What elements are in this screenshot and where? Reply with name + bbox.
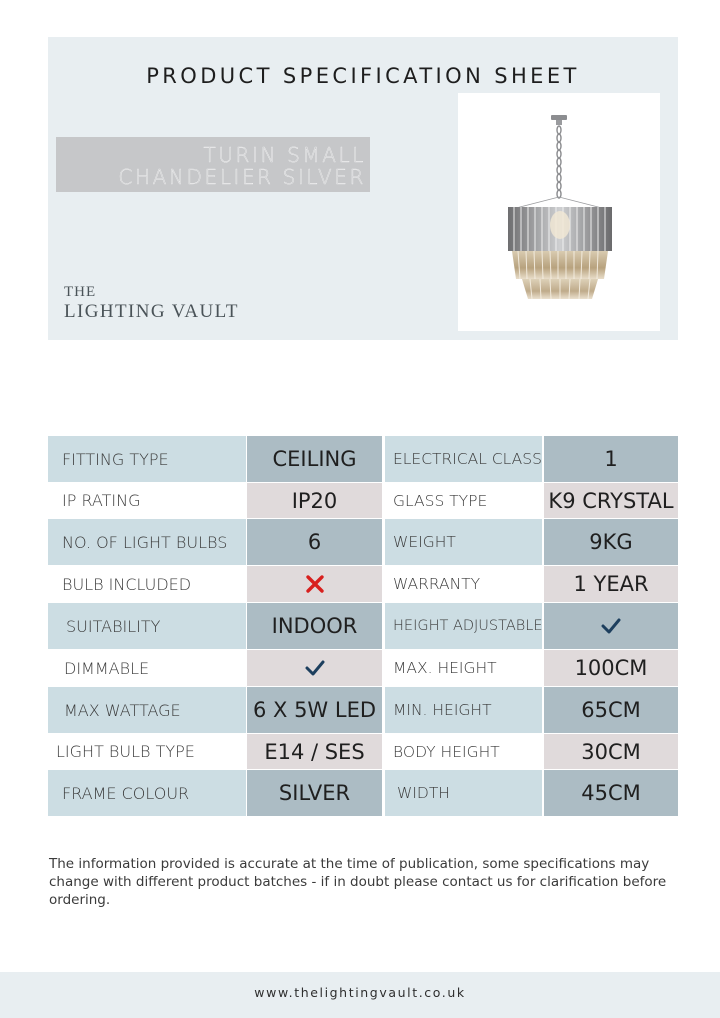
spec-value: 1 [544, 436, 678, 482]
spec-label: GLASS TYPE [385, 483, 542, 518]
spec-label: WARRANTY [385, 566, 542, 602]
spec-value [247, 650, 382, 686]
website-link[interactable]: www.thelightingvault.co.uk [254, 985, 466, 1000]
spec-value: INDOOR [247, 603, 382, 649]
check-icon [305, 659, 325, 677]
product-image [458, 93, 660, 331]
brand-logo [64, 283, 239, 323]
spec-label: MIN. HEIGHT [385, 687, 542, 733]
spec-label: LIGHT BULB TYPE [48, 734, 246, 769]
spec-value [544, 603, 678, 649]
spec-row [48, 770, 678, 816]
spec-label: SUITABILITY [48, 603, 246, 649]
spec-row [48, 483, 678, 518]
spec-label: DIMMABLE [48, 650, 246, 686]
spec-label: BULB INCLUDED [48, 566, 246, 602]
sheet-title: PRODUCT SPECIFICATION SHEET [146, 64, 580, 88]
spec-row [48, 436, 678, 482]
brand-logo-line-2: LIGHTING VAULT [64, 301, 239, 322]
spec-row [48, 650, 678, 686]
cross-icon [305, 574, 325, 594]
spec-value: 6 X 5W LED [247, 687, 382, 733]
spec-value [247, 566, 382, 602]
spec-value: 45CM [544, 770, 678, 816]
spec-label: MAX. HEIGHT [385, 650, 542, 686]
spec-label: HEIGHT ADJUSTABLE [385, 603, 542, 649]
check-icon [601, 617, 621, 635]
spec-row [48, 519, 678, 565]
spec-label: FRAME COLOUR [48, 770, 246, 816]
spec-value: K9 CRYSTAL [544, 483, 678, 518]
spec-label: BODY HEIGHT [385, 734, 542, 769]
spec-value: SILVER [247, 770, 382, 816]
spec-value: 6 [247, 519, 382, 565]
product-name-box [56, 137, 370, 192]
header-panel [48, 37, 678, 340]
spec-value: IP20 [247, 483, 382, 518]
spec-value: 65CM [544, 687, 678, 733]
footer-bar [0, 972, 720, 1018]
spec-row [48, 603, 678, 649]
spec-label: WIDTH [385, 770, 542, 816]
product-name-line-2: CHANDELIER SILVER [118, 165, 366, 189]
spec-label: IP RATING [48, 483, 246, 518]
spec-value: 100CM [544, 650, 678, 686]
spec-row [48, 687, 678, 733]
spec-value: 9KG [544, 519, 678, 565]
spec-row [48, 566, 678, 602]
product-name-line-1: TURIN SMALL [203, 143, 366, 167]
spec-value: CEILING [247, 436, 382, 482]
spec-label: FITTING TYPE [48, 436, 246, 482]
spec-label: MAX WATTAGE [48, 687, 246, 733]
chandelier-image [458, 93, 660, 331]
disclaimer-text: The information provided is accurate at the time of publication, some specifications may change with different product batches - if in doubt please contact us for clarification before ordering. [49, 856, 667, 908]
spec-value: E14 / SES [247, 734, 382, 769]
spec-row [48, 734, 678, 769]
spec-value: 1 YEAR [544, 566, 678, 602]
spec-label: ELECTRICAL CLASS [385, 436, 542, 482]
spec-label: NO. OF LIGHT BULBS [48, 519, 246, 565]
spec-value: 30CM [544, 734, 678, 769]
spec-label: WEIGHT [385, 519, 542, 565]
brand-logo-line-1: THE [64, 284, 97, 300]
